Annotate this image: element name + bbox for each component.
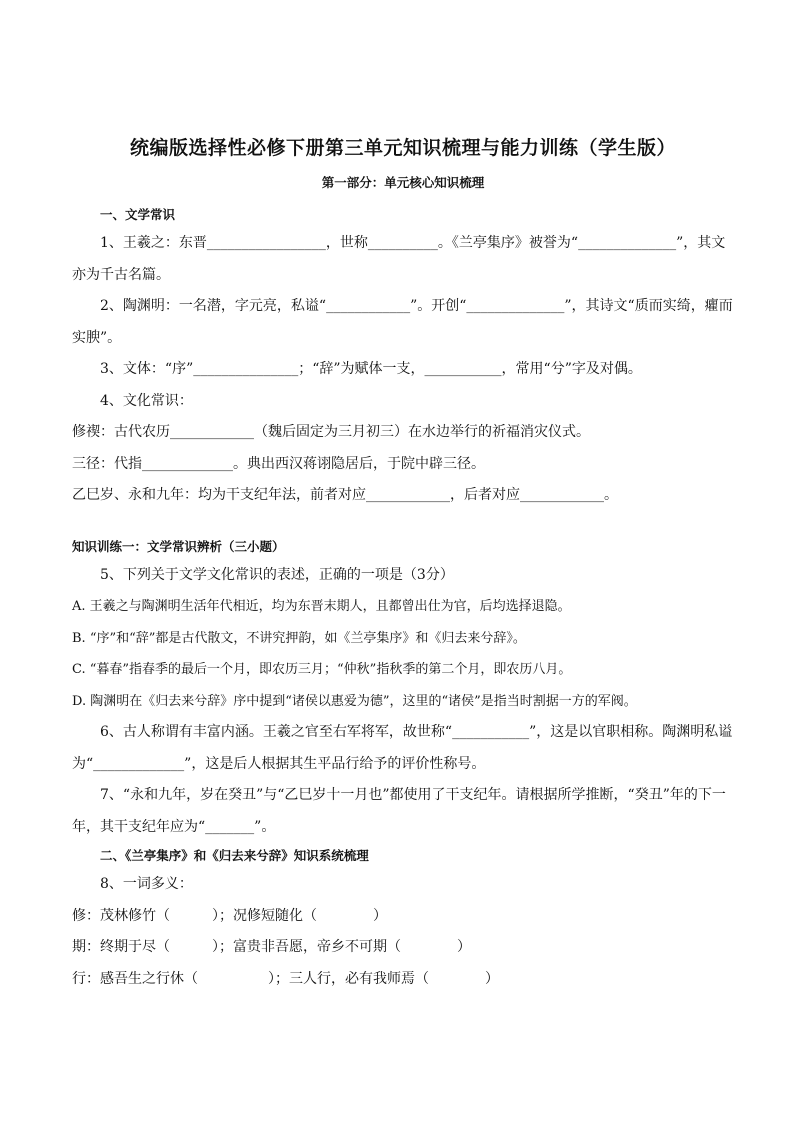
part-one-subtitle: 第一部分：单元核心知识梳理	[321, 175, 485, 190]
document-page	[72, 132, 734, 995]
document-title: 统编版选择性必修下册第三单元知识梳理与能力训练（学生版）	[129, 137, 676, 159]
culture-item-ganzhi: 乙巳岁、永和九年：均为干支纪年法，前者对应____________，后者对应____________。	[72, 487, 618, 503]
question-1: 1、王羲之：东晋_________________，世称__________。《兰亭集序》被誉为“______________”，其文亦为千古名篇。	[72, 235, 726, 283]
training-one-heading: 知识训练一：文学常识辨析（三小题）	[72, 538, 285, 554]
question-3: 3、文体：“序”_______________；“辞”为赋体一支，___________，常用“兮”字及对偶。	[100, 361, 642, 377]
culture-item-xiuxi: 修禊：古代农历____________（魏后固定为三月初三）在水边举行的祈福消灾仪式。	[72, 424, 590, 440]
option-a: A. 王羲之与陶渊明生活年代相近，均为东晋末期人，且都曾出仕为官，后均选择退隐。	[72, 599, 571, 614]
question-8: 8、一词多义：	[100, 876, 193, 892]
section-literary-knowledge-heading: 一、文学常识	[100, 207, 176, 222]
question-7: 7、“永和九年，岁在癸丑”与“乙巳岁十一月也”都使用了干支纪年。请根据所学推断，“癸丑”年的下一年，其干支纪年应为“_______”。	[72, 787, 726, 835]
option-c: C. “暮春”指春季的最后一个月，即农历三月；“仲秋”指秋季的第二个月，即农历八月。	[72, 662, 572, 677]
option-d: D. 陶渊明在《归去来兮辞》序中提到“诸侯以惠爱为德”，这里的“诸侯”是指当时割据一方的军阀。	[72, 693, 637, 709]
polysemy-qi: 期：终期于尽（ ）；富贵非吾愿，帝乡不可期（ ）	[72, 939, 471, 955]
question-6: 6、古人称谓有丰富内涵。王羲之官至右军将军，故世称“___________”，这是以官职相称。陶渊明私谥为“_____________”，这是后人根据其生平品行给予的评价性称号。	[72, 724, 733, 772]
polysemy-xiu: 修：茂林修竹（ ）；况修短随化（ ）	[72, 907, 387, 924]
polysemy-xing: 行：感吾生之行休（ ）；三人行，必有我师焉（ ）	[72, 970, 499, 987]
question-4: 4、文化常识：	[100, 392, 193, 409]
question-2: 2、陶渊明：一名潜，字元亮，私谥“____________”。开创“______________”，其诗文“质而实绮，癯而实腴”。	[72, 298, 733, 346]
culture-item-sanjing: 三径：代指_____________。典出西汉蒋诩隐居后，于院中辟三径。	[72, 455, 485, 472]
section-two-heading: 二、《兰亭集序》和《归去来兮辞》知识系统梳理	[100, 848, 369, 863]
question-5: 5、下列关于文学文化常识的表述，正确的一项是（3分）	[100, 566, 454, 583]
section-spacer	[72, 512, 734, 534]
option-b: B. “序”和“辞”都是古代散文，不讲究押韵，如《兰亭集序》和《归去来兮辞》。	[72, 630, 526, 646]
